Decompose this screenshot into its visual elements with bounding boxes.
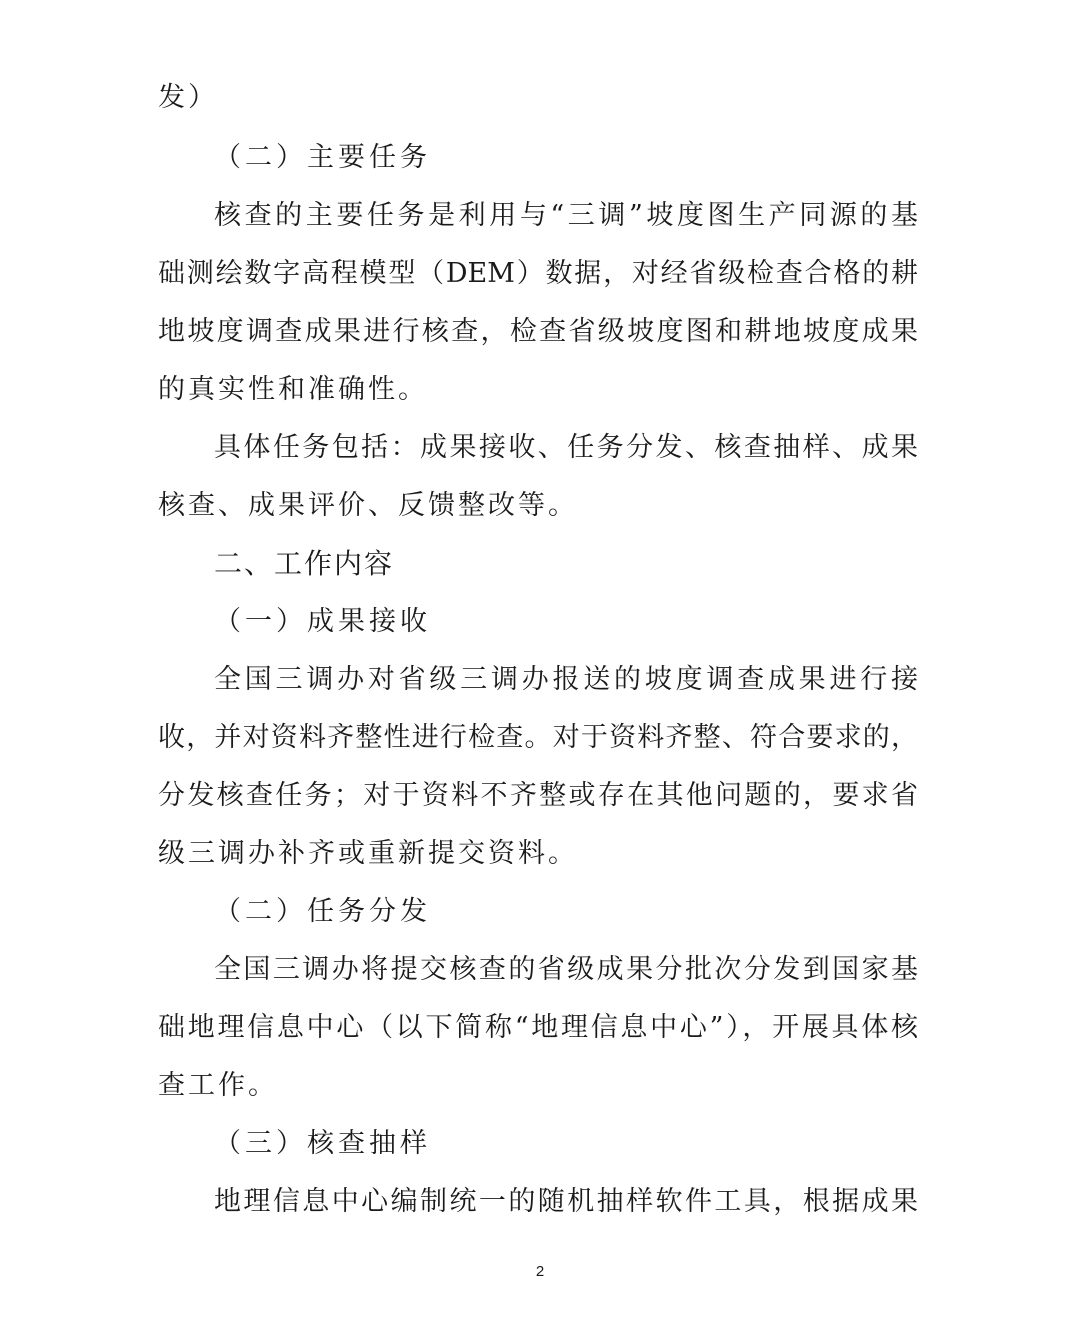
paragraph-line: 分发核查任务；对于资料不齐整或存在其他问题的，要求省 (158, 780, 918, 811)
subheading-verification-sampling: （三）核查抽样 (214, 1128, 431, 1159)
paragraph-line: 具体任务包括：成果接收、任务分发、核查抽样、成果 (214, 432, 918, 463)
subheading-result-receipt: （一）成果接收 (214, 606, 431, 637)
paragraph-line: 全国三调办对省级三调办报送的坡度调查成果进行接 (214, 664, 918, 695)
paragraph-line: 查工作。 (158, 1070, 278, 1101)
subheading-main-tasks: （二）主要任务 (214, 142, 431, 173)
paragraph-line: 全国三调办将提交核查的省级成果分批次分发到国家基 (214, 954, 918, 985)
subheading-task-distribution: （二）任务分发 (214, 896, 431, 927)
paragraph-line: 核查、成果评价、反馈整改等。 (158, 490, 578, 521)
paragraph-line: 的真实性和准确性。 (158, 374, 428, 405)
paragraph-line: 级三调办补齐或重新提交资料。 (158, 838, 578, 869)
paragraph-line: 础地理信息中心（以下简称“地理信息中心”），开展具体核 (158, 1012, 918, 1043)
paragraph-line-continuation: 发） (158, 82, 218, 113)
section-heading-work-content: 二、工作内容 (214, 547, 395, 580)
paragraph-line: 核查的主要任务是利用与“三调”坡度图生产同源的基 (214, 200, 918, 231)
paragraph-line: 收，并对资料齐整性进行检查。对于资料齐整、符合要求的， (158, 722, 918, 753)
page-number: 2 (535, 1263, 545, 1280)
paragraph-line: 地理信息中心编制统一的随机抽样软件工具，根据成果 (214, 1186, 918, 1217)
paragraph-line: 础测绘数字高程模型（DEM）数据，对经省级检查合格的耕 (158, 258, 918, 289)
paragraph-line: 地坡度调查成果进行核查，检查省级坡度图和耕地坡度成果 (158, 316, 918, 347)
